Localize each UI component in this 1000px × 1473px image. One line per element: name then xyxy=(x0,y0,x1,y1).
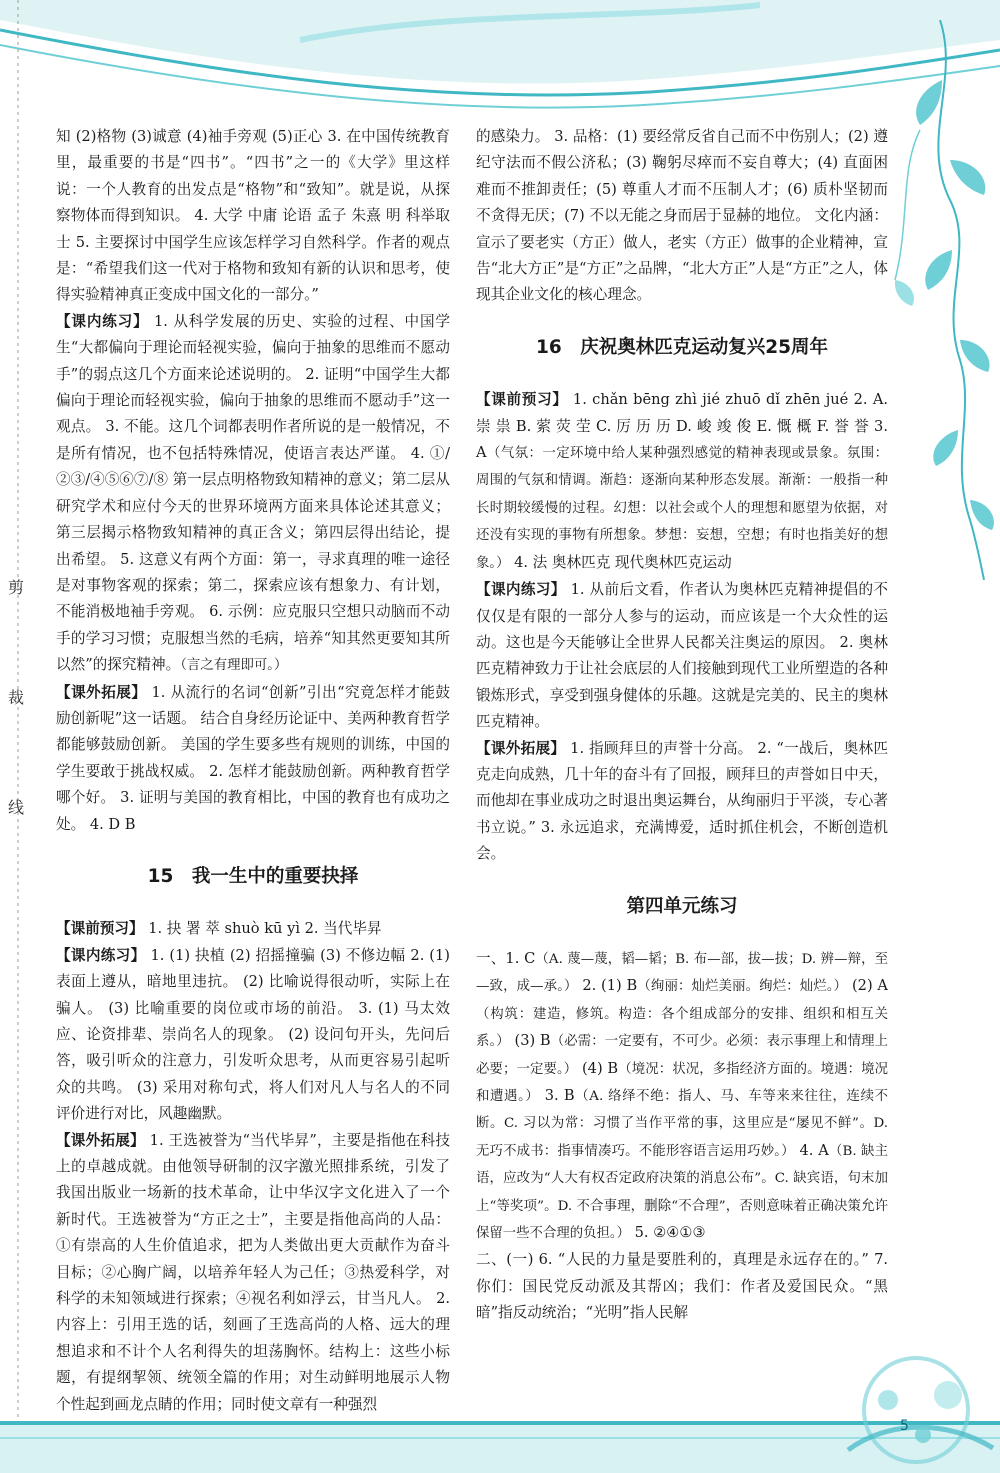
section-tag: 【课外拓展】 xyxy=(56,683,147,701)
answer-block-15-tail: 的感染力。 3. 品格：(1) 要经常反省自己而不中伤别人；(2) 遵纪守法而不假公济私；(3) 鞠躬尽瘁而不妄自尊大；(4) 直面困难而不推卸责任；(5) 尊重人才而不压制人才；(6) 质朴坚韧而不贪得无厌；(7) 不以无能之身而居于显赫的地位。 文化内涵：宣示了要老实（方正）做人，老实（方正）做事的企业精神，宣告“北大方正”是“方正”之品牌，“北大方正”人是“方正”之人，体现其企业文化的核心理念。 xyxy=(476,128,888,304)
lesson-15-heading: 15 我一生中的重要抉择 xyxy=(147,865,359,887)
unit-4-part-2: 二、(一) 6. “人民的力量是要胜利的，真理是永远存在的。” 7. 你们：国民党反动派及其帮凶；我们：作者及爱国民众。“黑暗”指反动统治；“光明”指人民解 xyxy=(476,1251,888,1322)
right-column xyxy=(476,124,888,1327)
page-number: 5 xyxy=(900,1418,909,1434)
lesson-16-heading: 16 庆祝奥林匹克运动复兴25周年 xyxy=(536,336,828,358)
section-tag: 【课内练习】 xyxy=(56,312,149,330)
top-banner-decoration xyxy=(0,0,1000,120)
vine-decoration xyxy=(880,20,1000,580)
section-tag: 【课外拓展】 xyxy=(56,1131,145,1149)
unit-4-heading: 第四单元练习 xyxy=(626,895,738,917)
answer-block-14-classwork: 【课内练习】 1. 从科学发展的历史、实验的过程、中国学生“大都偏向于理论而轻视实验，偏向于抽象的思维而不愿动手”的弱点这几个方面来论述说明的。 2. 证明“中国学生大都偏向于理论而轻视实验，偏向于抽象的思维而不愿动手”这一观点。 3. 不能。这几个词都表明作者所说的是一般情况，不是所有情况，也不包括特殊情况，使语言表达严谨。 4. ①/②③/④⑤⑥⑦/⑧ 第一层点明格物致知精神的意义；第二层从研究学术和应付今天的世界环境两方面来具体论述其意义；第三层揭示格物致知精神的真正含义；第四层得出结论，提出希望。 5. 这意义有两个方面：第一，寻求真理的唯一途径是对事物客观的探索；第二，探索应该有想象力、有计划，不能消极地袖手旁观。 6. 示例：应克服只空想只动脑而不动手的学习习惯；克服想当然的毛病，培养“知其然更要知其所以然”的探究精神。（言之有理即可。） xyxy=(56,312,450,674)
cut-line-char-1: 剪 xyxy=(8,578,25,597)
watermark-logo xyxy=(828,1340,998,1473)
section-tag: 【课内练习】 xyxy=(56,946,146,964)
section-tag: 【课前预习】 xyxy=(476,391,568,409)
cut-line-char-2: 裁 xyxy=(8,688,25,707)
answer-block-15-extension: 【课外拓展】 1. 王选被誉为“当代毕昇”，主要是指他在科技上的卓越成就。由他领导研制的汉字激光照排系统，引发了我国出版业一场新的技术革命，让中华汉字文化进入了一个新时代。王选被誉为“方正之士”，主要是指他高尚的人品：①有崇高的人生价值追求，把为人类做出更大贡献作为奋斗目标；②心胸广阔，以培养年轻人为己任；③热爱科学，对科学的未知领域进行探索；④视名利如浮云，甘当凡人。 2. 内容上：引用王选的话，刻画了王选高尚的人格、远大的理想追求和不计个人名利得失的坦荡胸怀。结构上：这些小标题，有提纲挈领、统领全篇的作用；对生动鲜明地展示人物个性起到画龙点睛的作用；同时使文章有一种强烈 xyxy=(56,1131,450,1413)
section-tag: 【课内练习】 xyxy=(476,581,566,599)
answer-block-15-preview: 【课前预习】 1. 抉 署 萃 shuò kū yì 2. 当代毕昇 xyxy=(56,920,382,938)
answer-block-14-tail: 知 (2)格物 (3)诚意 (4)袖手旁观 (5)正心 3. 在中国传统教育里，最重要的书是“四书”。“四书”之一的《大学》里这样说：一个人教育的出发点是“格物”和“致知”。就是说，从探察物体而得到知识。 4. 大学 中庸 论语 孟子 朱熹 明 科举取士 5. 主要探讨中国学生应该怎样学习自然科学。作者的观点是：“希望我们这一代对于格物和致知有新的认识和思考，使得实验精神真正变成中国文化的一部分。” xyxy=(56,128,450,304)
left-column xyxy=(56,124,450,1418)
answer-block-16-preview: 【课前预习】 1. chǎn bēng zhì jié zhuō dǐ zhēn jué 2. A. 崇 祟 B. 萦 荧 茔 C. 厉 历 历 D. 峻 竣 俊 E. 慨 概 F. 誉 誉 3. A（气氛：一定环境中给人某种强烈感觉的精神表现或景象。氛围：周围的气氛和情调。渐趋：逐渐向某种形态发展。渐渐：一般指一种长时期较缓慢的过程。幻想：以社会或个人的理想和愿望为依据，对还没有实现的事物有所想象。梦想：妄想，空想；有时也指美好的想象。） 4. 法 奥林匹克 现代奥林匹克运动 xyxy=(476,391,888,571)
cut-line-char-3: 线 xyxy=(8,798,25,817)
answer-block-15-classwork: 【课内练习】 1. (1) 抉植 (2) 招摇撞骗 (3) 不修边幅 2. (1) 表面上遵从，暗地里违抗。 (2) 比喻说得很动听，实际上在骗人。 (3) 比喻重要的岗位或市场的前沿。 3. (1) 马太效应、论资排辈、崇尚名人的现象。 (2) 设问句开头，先问后答，吸引听众的注意力，引发听众思考，从而更容易引起听众的共鸣。 (3) 采用对称句式，将人们对凡人与名人的不同评价进行对比，风趣幽默。 xyxy=(56,946,450,1123)
cut-line xyxy=(0,0,30,1473)
answer-block-16-extension: 【课外拓展】 1. 指顾拜旦的声誉十分高。 2. “一战后，奥林匹克走向成熟，几十年的奋斗有了回报，顾拜旦的声誉如日中天，而他却在事业成功之时退出奥运舞台，从绚丽归于平淡，专心著书立说。” 3. 永远追求，充满博爱，适时抓住机会，不断创造机会。 xyxy=(476,739,888,863)
unit-4-part-1: 一、1. C（A. 蔑—蔑，韬—韬；B. 布—部，拔—拔；D. 辨—辩，至—致，成—承。） 2. (1) B（绚丽：灿烂美丽。绚烂：灿烂。） (2) A（构筑：建造，修筑。构造：各个组成部分的安排、组织和相互关系。） (3) B（必需：一定要有，不可少。必须：表示事理上和情理上必要；一定要。） (4) B（境况：状况，多指经济方面的。境遇：境况和遭遇。） 3. B（A. 络绎不绝：指人、马、车等来来往往，连续不断。C. 习以为常：习惯了当作平常的事，这里应是“屡见不鲜”。D. 无巧不成书：指事情凑巧。不能形容语言运用巧妙。） 4. A（B. 缺主语，应改为“人大有权否定政府决策的消息公布”。C. 缺宾语，句末加上“等奖项”。D. 不合事理，删除“不合理”，否则意味着正确决策允许保留一些不合理的负担。） 5. ②④①③ xyxy=(476,949,889,1242)
answer-block-16-classwork: 【课内练习】 1. 从前后文看，作者认为奥林匹克精神提倡的不仅仅是有限的一部分人参与的运动，而应该是一个大众性的运动。这也是今天能够让全世界人民都关注奥运的原因。 2. 奥林匹克精神致力于让社会底层的人们接触到现代工业所塑造的各种锻炼形式，享受到强身健体的乐趣。这就是完美的、民主的奥林匹克精神。 xyxy=(476,581,888,731)
section-tag: 【课前预习】 xyxy=(56,920,144,938)
section-tag: 【课外拓展】 xyxy=(476,739,566,757)
answer-block-14-extension: 【课外拓展】 1. 从流行的名词“创新”引出“究竟怎样才能鼓励创新呢”这一话题。 结合自身经历论证中、美两种教育哲学都能够鼓励创新。 美国的学生要多些有规则的训练，中国的学生要敢于挑战权威。 2. 怎样才能鼓励创新。两种教育哲学哪个好。 3. 证明与美国的教育相比，中国的教育也有成功之处。 4. D B xyxy=(56,683,450,833)
